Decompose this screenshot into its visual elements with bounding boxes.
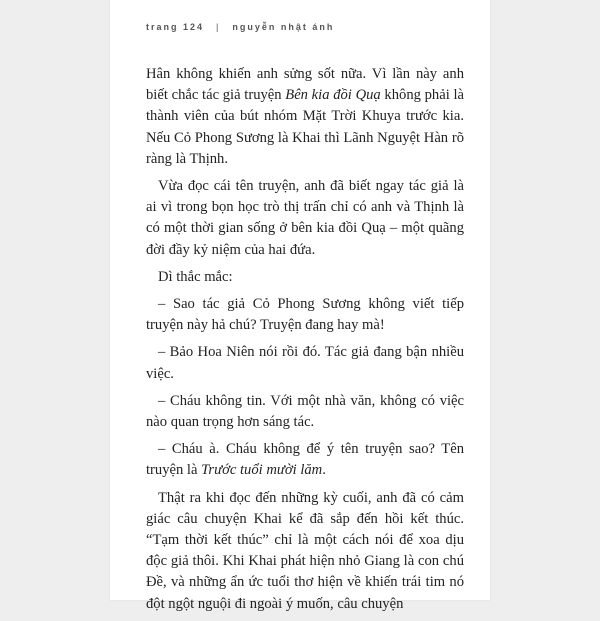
text-run: – Cháu không tin. Với một nhà văn, không có việc nào quan trọng hơn sáng tác. (146, 392, 464, 431)
text-run: . (322, 462, 326, 479)
text-run: – Bảo Hoa Niên nói rồi đó. Tác giả đang bận nhiều việc. (146, 344, 464, 382)
text-run: Hân không khiến anh sửng sốt nữa. Vì lần này anh biết chắc tác giả truyện (146, 66, 464, 104)
text-run: – Cháu à. Cháu không để ý tên truyện sao? Tên truyện là (146, 441, 464, 479)
text-run: – Sao tác giả Cỏ Phong Sương không viết tiếp truyện này hả chú? Truyện đang hay mà! (146, 296, 464, 334)
paragraph (146, 176, 464, 261)
book-title-italic: Trước tuổi mười lăm (201, 462, 323, 479)
author-name: nguyễn nhật ánh (232, 22, 335, 32)
paragraph (146, 488, 464, 615)
header-separator: | (216, 22, 221, 32)
paragraph (146, 267, 464, 288)
book-title-italic: Bên kia đồi Quạ (285, 87, 381, 104)
dialogue-line (146, 391, 464, 433)
text-run: Vừa đọc cái tên truyện, anh đã biết ngay tác giả là ai vì trong bọn học trò thị trấn chỉ có anh và Thịnh là có một thời gian sống ở bên kia đồi Quạ – một quãng đời đầy kỷ niệm của hai đứa. (146, 178, 464, 258)
running-header (146, 22, 334, 32)
dialogue-line (146, 439, 464, 481)
text-run: Thật ra khi đọc đến những kỳ cuối, anh đã có cảm giác câu chuyện Khai kể đã sắp đến hồi kết thúc. “Tạm thời kết thúc” chỉ là một cách nói để xoa dịu độc giả thôi. Khi Khai phát hiện nhỏ Giang là con chú Đề, và những ẩn ức tuổi thơ hiện về khiến trái tim nó đột ngột nguội đi ngoài ý muốn, câu chuyện (146, 489, 464, 612)
text-run: không phải là thành viên của bút nhóm Mặt Trời Khuya trước kia. Nếu Cỏ Phong Sương là Khai thì Lãnh Nguyệt Hàn rõ ràng là Thịnh. (146, 87, 464, 167)
dialogue-line (146, 294, 464, 336)
body-text (146, 64, 464, 621)
paragraph (146, 64, 464, 170)
book-page (110, 0, 490, 612)
page-number-label: trang 124 (146, 22, 205, 32)
text-run: Dì thắc mắc: (158, 268, 233, 285)
dialogue-line (146, 342, 464, 384)
